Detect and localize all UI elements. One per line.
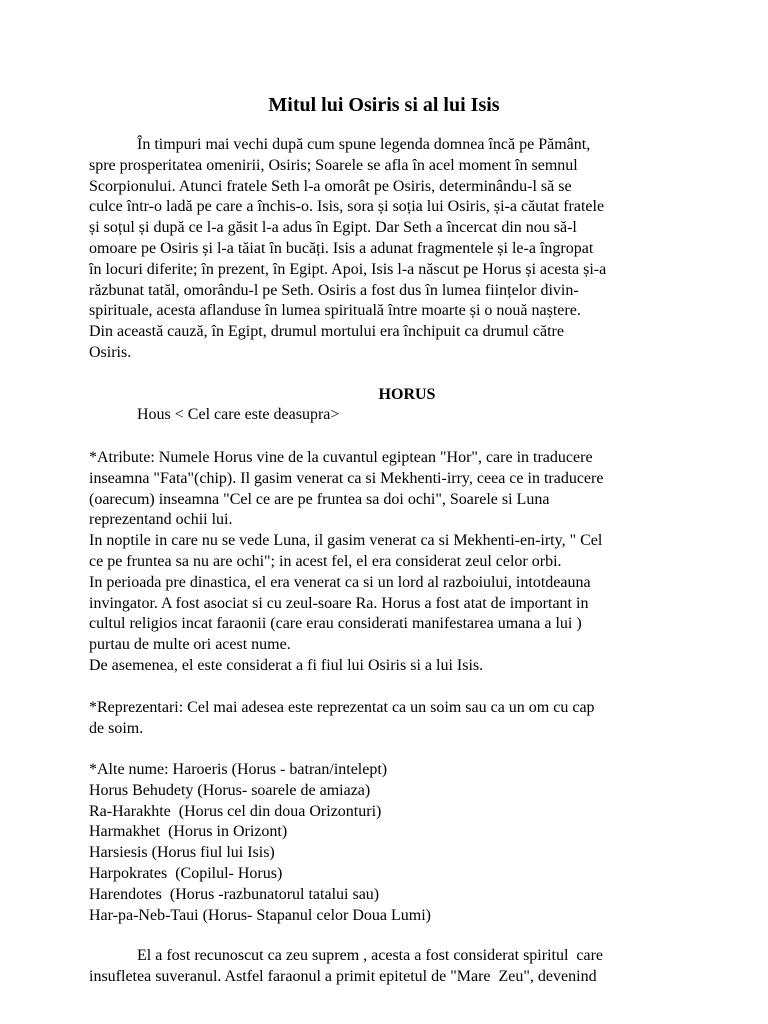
text-line: de soim. bbox=[89, 719, 144, 737]
text-line: El a fost recunoscut ca zeu suprem , acesta a fost considerat spiritul care bbox=[137, 947, 604, 964]
document-title: Mitul lui Osiris si al lui Isis bbox=[268, 94, 500, 116]
list-item: Harsiesis (Horus fiul lui Isis) bbox=[89, 844, 275, 862]
text-line: inseamna "Fata"(chip). Il gasim venerat ca si Mekhenti-irry, ceea ce in traducere bbox=[89, 469, 604, 487]
section-heading-horus: HORUS bbox=[378, 386, 436, 403]
alte-nume-list bbox=[89, 760, 689, 926]
text-line: în locuri diferite; în prezent, în Egipt. Apoi, Isis l-a născut pe Horus și acesta și-a bbox=[89, 260, 607, 278]
closing-paragraph bbox=[89, 946, 689, 988]
atribute-paragraph bbox=[89, 448, 689, 677]
text-line: insufletea suveranul. Astfel faraonul a primit epitetul de "Mare Zeu", devenind bbox=[89, 967, 597, 985]
reprezentari-paragraph bbox=[89, 698, 689, 740]
list-item: Har-pa-Neb-Taui (Horus- Stapanul celor Doua Lumi) bbox=[89, 906, 431, 924]
list-item: Horus Behudety (Horus- soarele de amiaza) bbox=[89, 781, 371, 799]
text-line: și soțul și după ce l-a găsit l-a adus în Egipt. Dar Seth a încercat din nou să-l bbox=[89, 219, 577, 237]
text-line: In perioada pre dinastica, el era venerat ca si un lord al razboiului, intotdeauna bbox=[89, 573, 591, 591]
intro-paragraph bbox=[89, 135, 689, 364]
text-line: răzbunat tatăl, omorându-l pe Seth. Osiris a fost dus în lumea ființelor divin- bbox=[89, 281, 579, 299]
text-line: *Reprezentari: Cel mai adesea este reprezentat ca un soim sau ca un om cu cap bbox=[89, 699, 595, 716]
text-line: Hous < Cel care este deasupra> bbox=[137, 406, 340, 423]
text-line: *Atribute: Numele Horus vine de la cuvantul egiptean "Hor", care in traducere bbox=[89, 449, 593, 466]
list-item: Harendotes (Horus -razbunatorul tatalui sau) bbox=[89, 885, 380, 903]
text-line: invingator. A fost asociat si cu zeul-soare Ra. Horus a fost atat de important in bbox=[89, 594, 589, 612]
list-item: *Alte nume: Haroeris (Horus - batran/intelept) bbox=[89, 761, 388, 778]
text-line: culce într-o ladă pe care a închis-o. Isis, sora și soția lui Osiris, și-a căutat fratele bbox=[89, 198, 605, 216]
text-line: spre prosperitatea omenirii, Osiris; Soarele se afla în acel moment în semnul bbox=[89, 156, 578, 174]
hous-paragraph bbox=[89, 405, 689, 426]
list-item: Harmakhet (Horus in Orizont) bbox=[89, 823, 288, 841]
text-line: (oarecum) inseamna "Cel ce are pe fruntea sa doi ochi", Soarele si Luna bbox=[89, 490, 550, 508]
text-line: Osiris. bbox=[89, 343, 132, 361]
list-item: Harpokrates (Copilul- Horus) bbox=[89, 864, 283, 882]
text-line: purtau de multe ori acest nume. bbox=[89, 636, 291, 654]
text-line: ce pe fruntea sa nu are ochi"; in acest fel, el era considerat zeul celor orbi. bbox=[89, 552, 562, 570]
text-line: Scorpionului. Atunci fratele Seth l-a omorât pe Osiris, determinându-l să se bbox=[89, 177, 572, 195]
text-line: De asemenea, el este considerat a fi fiul lui Osiris si a lui Isis. bbox=[89, 656, 484, 674]
text-line: În timpuri mai vechi după cum spune legenda domnea încă pe Pământ, bbox=[137, 136, 591, 153]
list-item: Ra-Harakhte (Horus cel din doua Orizonturi) bbox=[89, 802, 382, 820]
text-line: reprezentand ochii lui. bbox=[89, 511, 233, 529]
text-line: omoare pe Osiris și l-a tăiat în bucăți. Isis a adunat fragmentele și le-a îngropat bbox=[89, 239, 594, 257]
text-line: In noptile in care nu se vede Luna, il gasim venerat ca si Mekhenti-en-irty, " Cel bbox=[89, 532, 603, 550]
text-line: cultul religios incat faraonii (care erau considerati manifestarea umana a lui ) bbox=[89, 615, 582, 633]
text-line: Din această cauză, în Egipt, drumul mortului era închipuit ca drumul către bbox=[89, 323, 564, 341]
text-line: spirituale, acesta aflanduse în lumea spirituală între moarte și o nouă naștere. bbox=[89, 302, 581, 320]
